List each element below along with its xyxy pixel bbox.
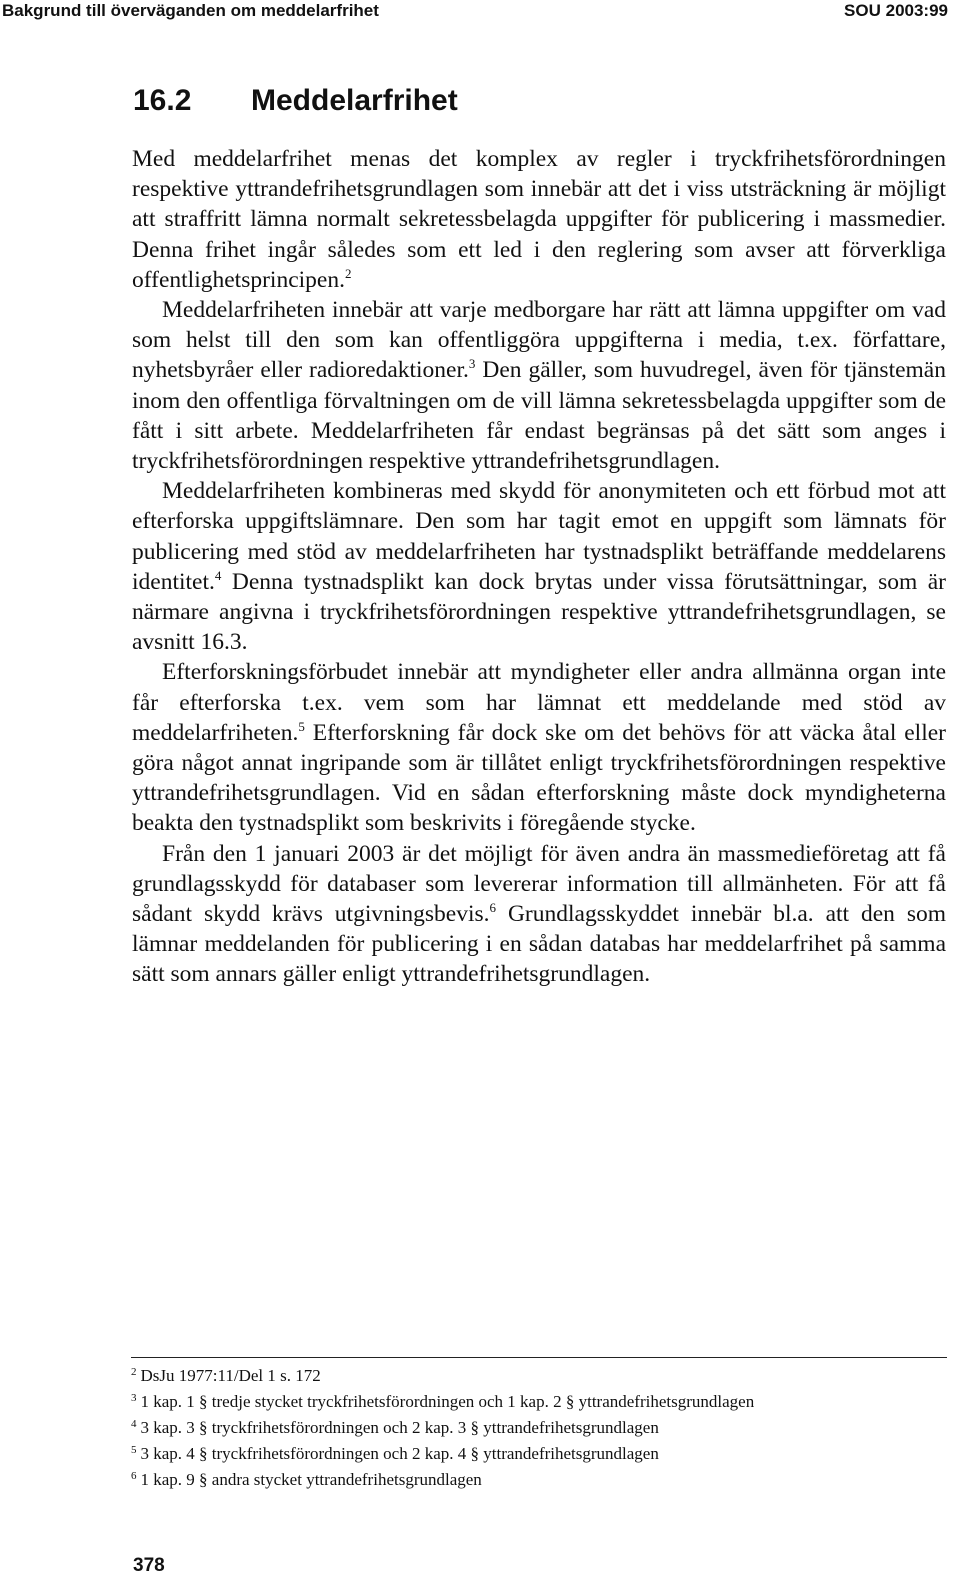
footnote-mark: 6 — [131, 1470, 137, 1482]
running-head-title: Bakgrund till överväganden om meddelarfrihet — [2, 1, 379, 20]
footnote-reference[interactable]: 6 — [489, 900, 497, 916]
footnote — [131, 1442, 947, 1468]
footnote-reference[interactable]: 5 — [298, 718, 305, 734]
footnote-divider — [131, 1357, 947, 1358]
running-head-report-number: SOU 2003:99 — [844, 1, 948, 20]
running-head — [2, 0, 948, 26]
body-paragraph — [132, 839, 946, 990]
paragraph-text: Meddelarfriheten kombineras med skydd för anonymiteten och ett förbud mot att efterforska uppgiftslämnare. Den som har tagit emot en uppgift som lämnats för publicering med stöd av meddelarfriheten har tystnadsplikt beträffande meddelarens identitet. — [132, 478, 946, 595]
footnote-text: 1 kap. 9 § andra stycket yttrandefrihetsgrundlagen — [140, 1470, 482, 1489]
footnote — [131, 1416, 947, 1442]
footnote-text: 3 kap. 3 § tryckfrihetsförordningen och 2 kap. 3 § yttrandefrihetsgrundlagen — [140, 1418, 659, 1437]
footnotes — [131, 1364, 947, 1494]
paragraph-text: Denna tystnadsplikt kan dock brytas under vissa förutsättningar, som är närmare angivna i tryckfrihetsförordningen respektive yttrandefrihetsgrundlagen, se avsnitt 16.3. — [132, 568, 946, 656]
footnote-mark: 5 — [131, 1444, 137, 1456]
footnote-mark: 3 — [131, 1392, 137, 1404]
footnote-reference[interactable]: 2 — [344, 265, 352, 281]
body-text — [132, 144, 946, 990]
section-number: 16.2 — [133, 84, 192, 117]
page-number: 378 — [133, 1555, 165, 1576]
footnote — [131, 1468, 947, 1494]
footnote-text: 3 kap. 4 § tryckfrihetsförordningen och 2 kap. 4 § yttrandefrihetsgrundlagen — [140, 1444, 659, 1463]
paragraph-text: Meddelarfriheten innebär att varje medborgare har rätt att lämna uppgifter om vad som helst till den som kan offentliggöra uppgifterna i media, t.ex. författare, nyhetsbyråer eller radioredaktioner. — [132, 297, 946, 384]
paragraph-text: Grundlagsskyddet innebär bl.a. att den som lämnar meddelanden för publicering i en sådan databas har meddelarfrihet på samma sätt som annars gäller enligt yttrandefrihetsgrundlagen. — [132, 901, 947, 988]
section-title: Meddelarfrihet — [251, 84, 458, 117]
footnote-text: 1 kap. 1 § tredje stycket tryckfrihetsförordningen och 1 kap. 2 § yttrandefrihetsgrundlagen — [140, 1392, 755, 1411]
footnote-reference[interactable]: 3 — [468, 356, 476, 372]
section-heading — [133, 84, 458, 118]
footnote-mark: 4 — [131, 1418, 137, 1430]
paragraph-text: Från den 1 januari 2003 är det möjligt för även andra än massmedieföretag att få grundlagsskydd för databaser som levererar information till allmänheten. För att få sådant skydd krävs utgivningsbevis. — [132, 840, 946, 928]
footnote-mark: 2 — [131, 1366, 137, 1378]
body-paragraph — [132, 657, 946, 838]
footnote-text: DsJu 1977:11/Del 1 s. 172 — [140, 1366, 321, 1385]
footnote-reference[interactable]: 4 — [214, 567, 222, 583]
footnote — [131, 1364, 947, 1390]
body-paragraph — [132, 144, 946, 295]
footnote — [131, 1390, 947, 1416]
paragraph-text: Efterforskning får dock ske om det behövs för att väcka åtal eller göra något annat ingripande som är tillåtet enligt tryckfrihetsförordningen respektive yttrandefrihetsgrundlagen. Vid en sådan efterforskning måste dock myndigheterna beakta den tystnadsplikt som beskrivits i föregående stycke. — [132, 719, 946, 837]
body-paragraph — [132, 476, 946, 657]
body-paragraph — [132, 295, 946, 476]
paragraph-text: Den gäller, som huvudregel, även för tjänstemän inom den offentliga förvaltningen om de vill lämna sekretessbelagda uppgifter som de fått i sitt arbete. Meddelarfriheten får endast begränsas på det sätt som anges i tryckfrihetsförordningen respektive yttrandefrihetsgrundlagen. — [132, 357, 946, 475]
paragraph-text: Efterforskningsförbudet innebär att myndigheter eller andra allmänna organ inte får efterforska t.ex. vem som har lämnat ett meddelande med stöd av meddelarfriheten. — [132, 659, 946, 746]
paragraph-text: Med meddelarfrihet menas det komplex av regler i tryckfrihetsförordningen respektive yttrandefrihetsgrundlagen som innebär att det i viss utsträckning är möjligt att straffritt lämna normalt sekretessbelagda uppgifter för publicering i massmedier. Denna frihet ingår således som ett led i den reglering som avser att förverkliga offentlighetsprincipen. — [132, 146, 946, 293]
